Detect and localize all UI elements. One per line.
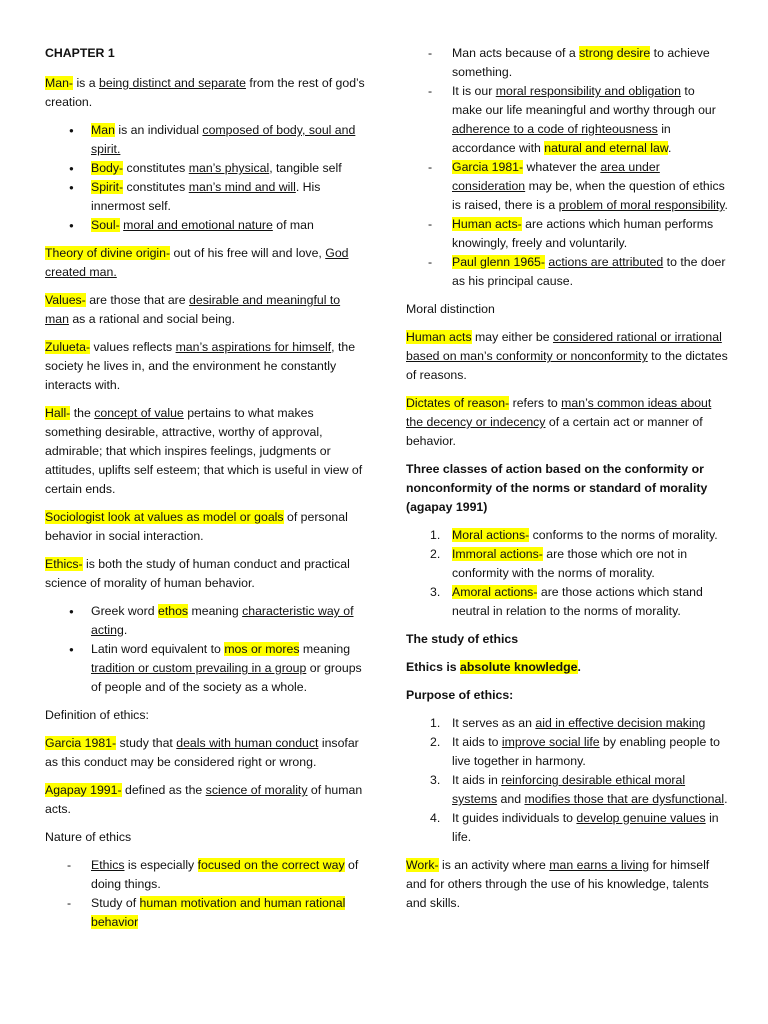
text-span: Man- <box>45 76 74 90</box>
text-span: values reflects <box>90 340 176 354</box>
text-span: conforms to the norms of morality. <box>529 528 718 542</box>
text-span: It aids to <box>452 735 502 749</box>
text-span: may be, when the question of ethics is raised, there is a <box>452 179 725 212</box>
text-span: It is our <box>452 84 496 98</box>
text-span: concept of value <box>94 406 184 420</box>
list-item <box>406 545 728 583</box>
text-span: characteristic way of acting <box>91 604 354 637</box>
study-heading: The study of ethics <box>406 632 519 646</box>
text-span: moral and emotional nature <box>123 218 273 232</box>
text-span: pertains to what makes something desirable, attractive, worthy of approval, admirable; that which inspires feelings, judgments or attitudes, uplifts self esteem; that which is useful in view of certain ends. <box>45 406 363 496</box>
text-span: It guides individuals to <box>452 811 577 825</box>
text-span: considered rational or irrational based on man’s conformity or nonconformity <box>406 330 722 363</box>
text-span: modifies those that are dysfunctional <box>524 792 725 806</box>
text-span: Amoral actions- <box>452 585 538 599</box>
sociologist-paragraph <box>45 508 367 546</box>
text-span: Ethics- <box>45 557 83 571</box>
list-item <box>406 44 728 82</box>
text-span: Values- <box>45 293 86 307</box>
text-span: - <box>428 255 433 269</box>
text-span: is both the study of human conduct and practical science of morality of human behavior. <box>45 557 350 590</box>
text-span: . His innermost self. <box>91 180 321 213</box>
text-span: focused on the correct way <box>197 858 345 872</box>
list-item <box>45 121 367 159</box>
text-span: out of his free will and love, <box>170 246 326 260</box>
text-span: meaning <box>299 642 351 656</box>
text-span: composed of body, soul and spirit. <box>91 123 356 156</box>
right-column <box>406 44 728 922</box>
text-span: It serves as an <box>452 716 536 730</box>
text-span: 4. <box>430 811 441 825</box>
list-item <box>45 159 367 178</box>
text-span: from the rest of god’s creation. <box>45 76 365 109</box>
text-span: insofar as this conduct may be considered right or wrong. <box>45 736 359 769</box>
nature-list-continued <box>406 44 728 291</box>
zulueta-paragraph <box>45 338 367 395</box>
text-span: actions are attributed <box>548 255 664 269</box>
text-span: Body- <box>91 161 124 175</box>
text-span: to achieve something. <box>452 46 710 79</box>
text-span: as a rational and social being. <box>68 312 236 326</box>
list-item <box>45 216 367 235</box>
text-span: Soul- <box>91 218 120 232</box>
left-column <box>45 44 367 941</box>
text-span: Sociologist look at values as model or goals <box>45 510 284 524</box>
text-span: of personal behavior in social interaction. <box>45 510 348 543</box>
text-span: aid in effective decision making <box>535 716 706 730</box>
text-span: area under consideration <box>452 160 660 193</box>
text-span: strong desire <box>579 46 651 60</box>
list-item <box>406 714 728 733</box>
purpose-list <box>406 714 728 847</box>
list-item <box>45 856 367 894</box>
work-paragraph <box>406 856 728 913</box>
list-item <box>406 526 728 545</box>
text-span: of a certain act or manner of behavior. <box>406 415 703 448</box>
text-span: to the doer as his principal cause. <box>452 255 726 288</box>
text-span: to the dictates of reasons. <box>406 349 728 382</box>
text-span: 1. <box>430 716 441 730</box>
text-span: to make our life meaningful and worthy through our <box>452 84 716 117</box>
values-paragraph <box>45 291 367 329</box>
text-span: natural and eternal law <box>544 141 669 155</box>
text-span: 1. <box>430 528 441 542</box>
dictates-paragraph <box>406 394 728 451</box>
text-span: refers to <box>509 396 562 410</box>
garcia-paragraph <box>45 734 367 772</box>
text-span: Ethics is <box>406 660 460 674</box>
text-span: . <box>724 792 728 806</box>
text-span: is an activity where <box>438 858 550 872</box>
text-span: 2. <box>430 735 441 749</box>
ethics-paragraph <box>45 555 367 593</box>
text-span: desirable and meaningful to man <box>45 293 341 326</box>
purpose-heading: Purpose of ethics: <box>406 688 514 702</box>
ethics-is-paragraph <box>406 658 728 677</box>
text-span: Latin word equivalent to <box>91 642 225 656</box>
text-span: , tangible self <box>269 161 342 175</box>
text-span: man’s mind and will <box>188 180 296 194</box>
nature-heading: Nature of ethics <box>45 830 132 844</box>
text-span: defined as the <box>121 783 206 797</box>
text-span: - <box>428 217 433 231</box>
text-span: develop genuine values <box>576 811 706 825</box>
text-span: - <box>428 160 433 174</box>
text-span: of doing things. <box>91 858 359 891</box>
text-span: man’s physical <box>188 161 270 175</box>
list-item <box>406 158 728 215</box>
text-span: whatever the <box>523 160 601 174</box>
text-span: 3. <box>430 585 441 599</box>
text-span: Theory of divine origin- <box>45 246 171 260</box>
text-span: 2. <box>430 547 441 561</box>
text-span: Man <box>91 123 115 137</box>
list-item <box>406 733 728 771</box>
text-span: man’s aspirations for himself <box>175 340 332 354</box>
text-span: Moral actions- <box>452 528 530 542</box>
text-span: in life. <box>452 811 719 844</box>
text-span: Dictates of reason- <box>406 396 510 410</box>
text-span: mos or mores <box>224 642 300 656</box>
text-span: are those actions which stand neutral in relation to the norms of morality. <box>452 585 703 618</box>
text-span: or groups of people and of the society as a whole. <box>91 661 362 694</box>
text-span: for himself and for others through the use of his knowledge, talents and skills. <box>406 858 710 910</box>
text-span: study that <box>116 736 177 750</box>
text-span: . <box>123 623 128 637</box>
list-item <box>406 253 728 291</box>
text-span: Human acts <box>406 330 472 344</box>
text-span: of man <box>272 218 314 232</box>
divine-origin-paragraph <box>45 244 367 282</box>
text-span: . <box>577 660 581 674</box>
text-span: Spirit- <box>91 180 124 194</box>
agapay-paragraph <box>45 781 367 819</box>
human-acts-paragraph <box>406 328 728 385</box>
text-span: constitutes <box>123 161 189 175</box>
text-span: It aids in <box>452 773 502 787</box>
text-span: , the society he lives in, and the environment he constantly interacts with. <box>45 340 356 392</box>
text-span: man’s common ideas about the decency or indecency <box>406 396 712 429</box>
text-span: deals with human conduct <box>176 736 319 750</box>
text-span: the <box>70 406 95 420</box>
text-span: science of morality <box>205 783 308 797</box>
text-span: Garcia 1981- <box>45 736 117 750</box>
text-span: man earns a living <box>549 858 650 872</box>
text-span: God created man. <box>45 246 349 279</box>
text-span: Work- <box>406 858 439 872</box>
list-item <box>406 771 728 809</box>
list-item <box>45 602 367 640</box>
text-span: Zulueta- <box>45 340 91 354</box>
text-span: constitutes <box>123 180 189 194</box>
text-span: - <box>67 858 72 872</box>
text-span: Man acts because of a <box>452 46 580 60</box>
list-item <box>406 82 728 158</box>
text-span: is especially <box>124 858 198 872</box>
text-span: are those which ore not in conformity with the norms of morality. <box>452 547 688 580</box>
three-classes-heading: Three classes of action based on the conformity or nonconformity of the norms or standard of morality (agapay 1991) <box>406 462 708 514</box>
text-span: improve social life <box>501 735 600 749</box>
list-item <box>406 583 728 621</box>
list-item <box>45 640 367 697</box>
text-span: of human acts. <box>45 783 363 816</box>
ethics-origin-list <box>45 602 367 697</box>
man-definition <box>45 74 367 112</box>
text-span: - <box>428 84 433 98</box>
text-span: is an individual <box>114 123 203 137</box>
list-item <box>406 809 728 847</box>
text-span: Ethics <box>91 858 125 872</box>
text-span: Agapay 1991- <box>45 783 122 797</box>
text-span: problem of moral responsibility <box>558 198 725 212</box>
definition-heading: Definition of ethics: <box>45 708 149 722</box>
text-span: Greek word <box>91 604 158 618</box>
text-span: adherence to a code of righteousness <box>452 122 658 136</box>
list-item <box>45 894 367 932</box>
nature-list <box>45 856 367 932</box>
list-item <box>406 215 728 253</box>
text-span: ethos <box>157 604 189 618</box>
text-span: . <box>668 141 672 155</box>
text-span: and <box>497 792 525 806</box>
text-span: being distinct and separate <box>99 76 246 90</box>
text-span: in accordance with <box>452 122 671 155</box>
text-span: tradition or custom prevailing in a group <box>91 661 307 675</box>
text-span: Immoral actions- <box>452 547 543 561</box>
text-span: human motivation and human rational behavior <box>91 896 346 929</box>
moral-distinction-heading: Moral distinction <box>406 302 495 316</box>
text-span: - <box>67 896 72 910</box>
text-span: moral responsibility and obligation <box>495 84 681 98</box>
chapter-title: CHAPTER 1 <box>45 46 115 60</box>
text-span: are actions which human performs knowingly, freely and voluntarily. <box>452 217 714 250</box>
text-span: meaning <box>188 604 243 618</box>
text-span: - <box>428 46 433 60</box>
text-span: reinforcing desirable ethical moral systems <box>452 773 686 806</box>
text-span: by enabling people to live together in harmony. <box>452 735 720 768</box>
text-span: 3. <box>430 773 441 787</box>
text-span: Human acts- <box>452 217 522 231</box>
text-span: . <box>724 198 728 212</box>
text-span: Study of <box>91 896 140 910</box>
text-span: Hall- <box>45 406 71 420</box>
text-span: Paul glenn 1965- <box>452 255 545 269</box>
text-span: are those that are <box>85 293 190 307</box>
hall-paragraph <box>45 404 367 499</box>
text-span: is a <box>73 76 100 90</box>
text-span: Garcia 1981- <box>452 160 524 174</box>
text-span: may either be <box>471 330 553 344</box>
text-span: absolute knowledge <box>460 660 578 674</box>
list-item <box>45 178 367 216</box>
classes-list <box>406 526 728 621</box>
man-components-list <box>45 121 367 235</box>
